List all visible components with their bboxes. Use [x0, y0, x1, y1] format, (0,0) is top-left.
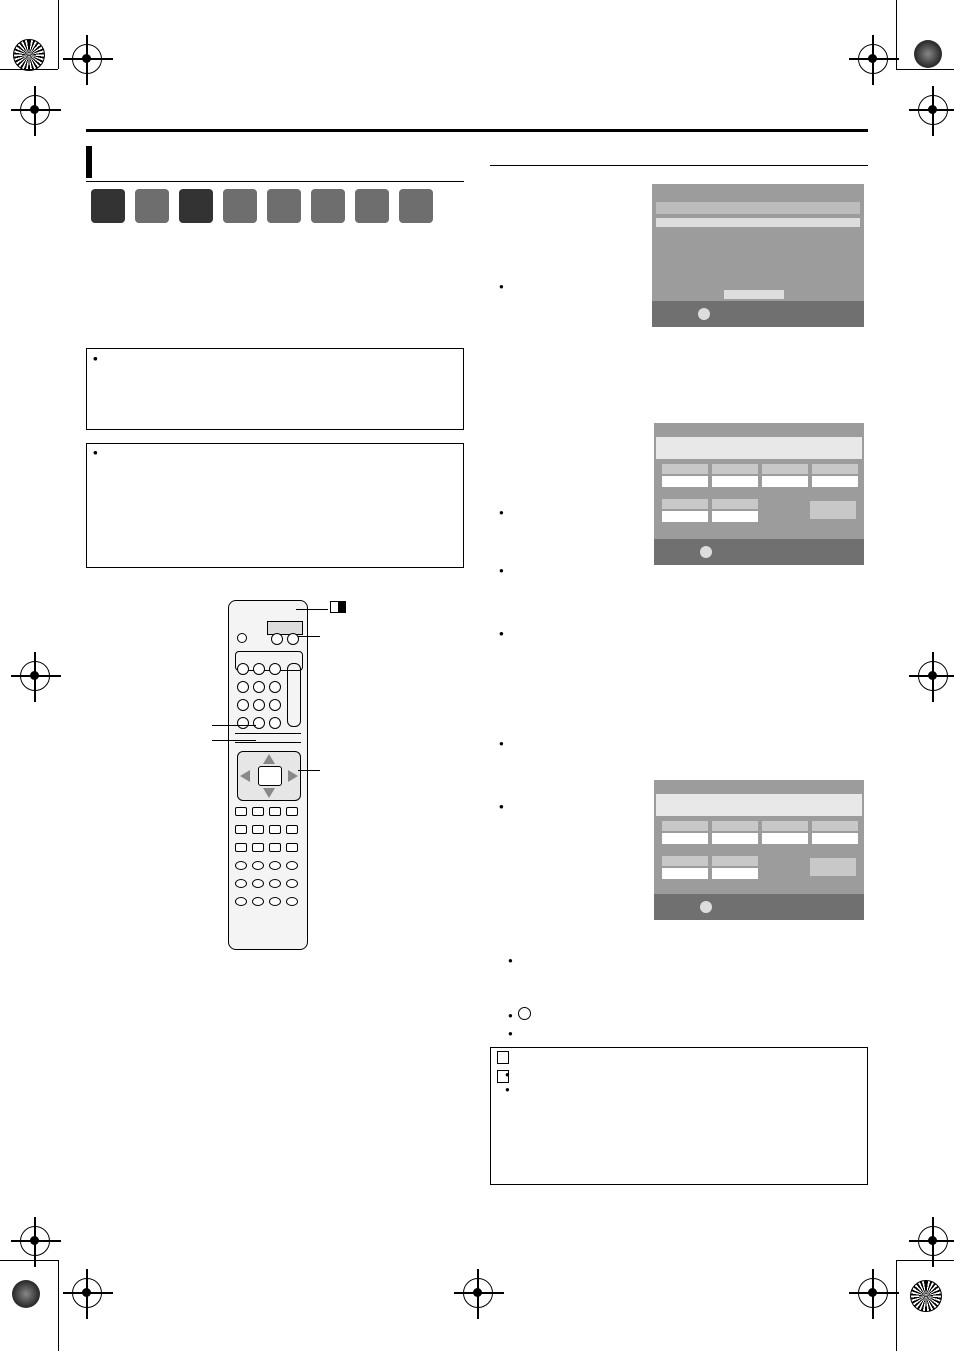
attention-box [86, 443, 464, 568]
dpad-right-icon [288, 770, 298, 782]
remote-button [269, 825, 281, 834]
disc-type-badge [267, 189, 301, 223]
disc-timer-indicator-icon [516, 1007, 531, 1022]
registration-target-icon [20, 661, 50, 691]
step2-note-cont [509, 294, 647, 338]
remote-number-button [269, 663, 281, 675]
registration-target-icon [20, 95, 50, 125]
registration-target-icon [858, 1278, 888, 1308]
disc-type-badge [179, 189, 213, 223]
grid-column-label [712, 821, 758, 831]
title-bar-marker [86, 146, 92, 178]
dpad-enter-button [258, 766, 282, 786]
footer-joystick-icon [698, 308, 710, 320]
remote-button [286, 807, 298, 816]
grid-column-label [762, 821, 808, 831]
dpad-left-icon [240, 770, 250, 782]
footer-joystick-icon [700, 901, 712, 913]
screen-column-header [656, 202, 860, 214]
grid-value [812, 476, 858, 487]
grid-value [762, 833, 808, 844]
grid-column-label [812, 821, 858, 831]
screen-footer [652, 301, 864, 327]
remote-button [235, 807, 247, 816]
grid-value [712, 833, 758, 844]
disc-type-badge [311, 189, 345, 223]
registration-target-icon [918, 1226, 948, 1256]
remote-button [269, 861, 281, 870]
grid-value [812, 833, 858, 844]
dpad-down-icon [263, 788, 275, 798]
leader-line [298, 770, 320, 771]
grid-column-label [812, 464, 858, 474]
remote-button [235, 825, 247, 834]
remote-button [269, 843, 281, 852]
step11-note-1 [508, 1007, 868, 1024]
remote-number-button [237, 681, 249, 693]
header-rule [86, 129, 868, 132]
registration-swirl-icon [13, 39, 45, 71]
remote-number-button [237, 717, 249, 729]
leader-line [298, 636, 320, 637]
grid-value [662, 476, 708, 487]
remote-button [286, 879, 298, 888]
remote-number-button [237, 663, 249, 675]
grid-field [662, 868, 708, 879]
remote-display [267, 621, 303, 635]
disc-timer-screen-empty [654, 423, 864, 565]
remote-button [252, 807, 264, 816]
screen-footer [654, 539, 864, 565]
remote-button [286, 843, 298, 852]
registration-swirl-icon [910, 1280, 942, 1312]
remote-button [252, 861, 264, 870]
registration-target-icon [72, 1278, 102, 1308]
registration-ball-icon [914, 40, 942, 68]
remote-button [286, 825, 298, 834]
switch-icon [330, 601, 346, 613]
grid-column-label [662, 464, 708, 474]
name-button [810, 501, 856, 519]
remote-volume-rocker [287, 663, 301, 727]
remote-button [252, 879, 264, 888]
disc-type-badge [91, 189, 125, 223]
grid-field [662, 499, 708, 509]
remote-number-button [253, 699, 265, 711]
grid-field [712, 856, 758, 866]
remote-number-button [269, 699, 281, 711]
name-button [810, 858, 856, 876]
leader-line [212, 740, 256, 741]
grid-field [662, 856, 708, 866]
dpad-up-icon [263, 754, 275, 764]
remote-button [252, 825, 264, 834]
grid-column-label [662, 821, 708, 831]
remote-number-button [253, 717, 265, 729]
registration-target-icon [858, 44, 888, 74]
remote-button [235, 843, 247, 852]
registration-target-icon [72, 44, 102, 74]
registration-target-icon [20, 1226, 50, 1256]
screen-top-panel [656, 437, 862, 459]
grid-field [662, 511, 708, 522]
title-underline [86, 181, 464, 182]
satellite-step-1 [497, 1051, 861, 1068]
preparation-box [86, 348, 464, 430]
disc-type-badge [223, 189, 257, 223]
remote-dvd-power-button [287, 633, 299, 645]
disc-type-badge [135, 189, 169, 223]
leader-line [296, 609, 328, 610]
remote-control-illustration [228, 600, 308, 950]
leader-line [212, 725, 256, 726]
right-title-underline [490, 165, 868, 166]
remote-function-row [235, 733, 301, 743]
remote-number-button [237, 699, 249, 711]
tv-dvd-switch [330, 601, 346, 613]
screen-footer [654, 894, 864, 920]
remote-button [271, 633, 283, 645]
grid-field [712, 868, 758, 879]
remote-button [252, 843, 264, 852]
remote-number-button [269, 681, 281, 693]
remote-button [269, 807, 281, 816]
clock-icon [518, 1007, 531, 1020]
satellite-step-2 [497, 1068, 861, 1083]
grid-value [712, 476, 758, 487]
remote-button [286, 897, 298, 906]
grid-column-label [762, 464, 808, 474]
grid-value [762, 476, 808, 487]
remote-button [252, 897, 264, 906]
disc-type-badge [399, 189, 433, 223]
remote-button [269, 897, 281, 906]
screen-row-new-timer [656, 218, 860, 227]
grid-field [712, 511, 758, 522]
remote-button [235, 861, 247, 870]
disc-timer-screen-filled [654, 780, 864, 920]
screen-row-disc-timer [724, 290, 784, 299]
grid-column-label [712, 464, 758, 474]
registration-target-icon [918, 661, 948, 691]
screen-top-panel [656, 794, 862, 816]
registration-target-icon [463, 1278, 493, 1308]
remote-button [235, 897, 247, 906]
registration-target-icon [918, 95, 948, 125]
remote-dpad [237, 751, 301, 801]
footer-joystick-icon [700, 546, 712, 558]
grid-field [712, 499, 758, 509]
remote-number-button [269, 717, 281, 729]
registration-ball-icon [12, 1280, 40, 1308]
remote-button [237, 633, 247, 643]
remote-number-button [253, 663, 265, 675]
satellite-box [490, 1047, 868, 1185]
programme-check-screen [652, 184, 864, 327]
remote-button [235, 879, 247, 888]
remote-button [269, 879, 281, 888]
bullet-icon: ● [508, 1011, 513, 1020]
remote-number-button [253, 681, 265, 693]
remote-button [286, 861, 298, 870]
disc-type-badge [355, 189, 389, 223]
grid-value [662, 833, 708, 844]
step-box-number [497, 1051, 509, 1064]
